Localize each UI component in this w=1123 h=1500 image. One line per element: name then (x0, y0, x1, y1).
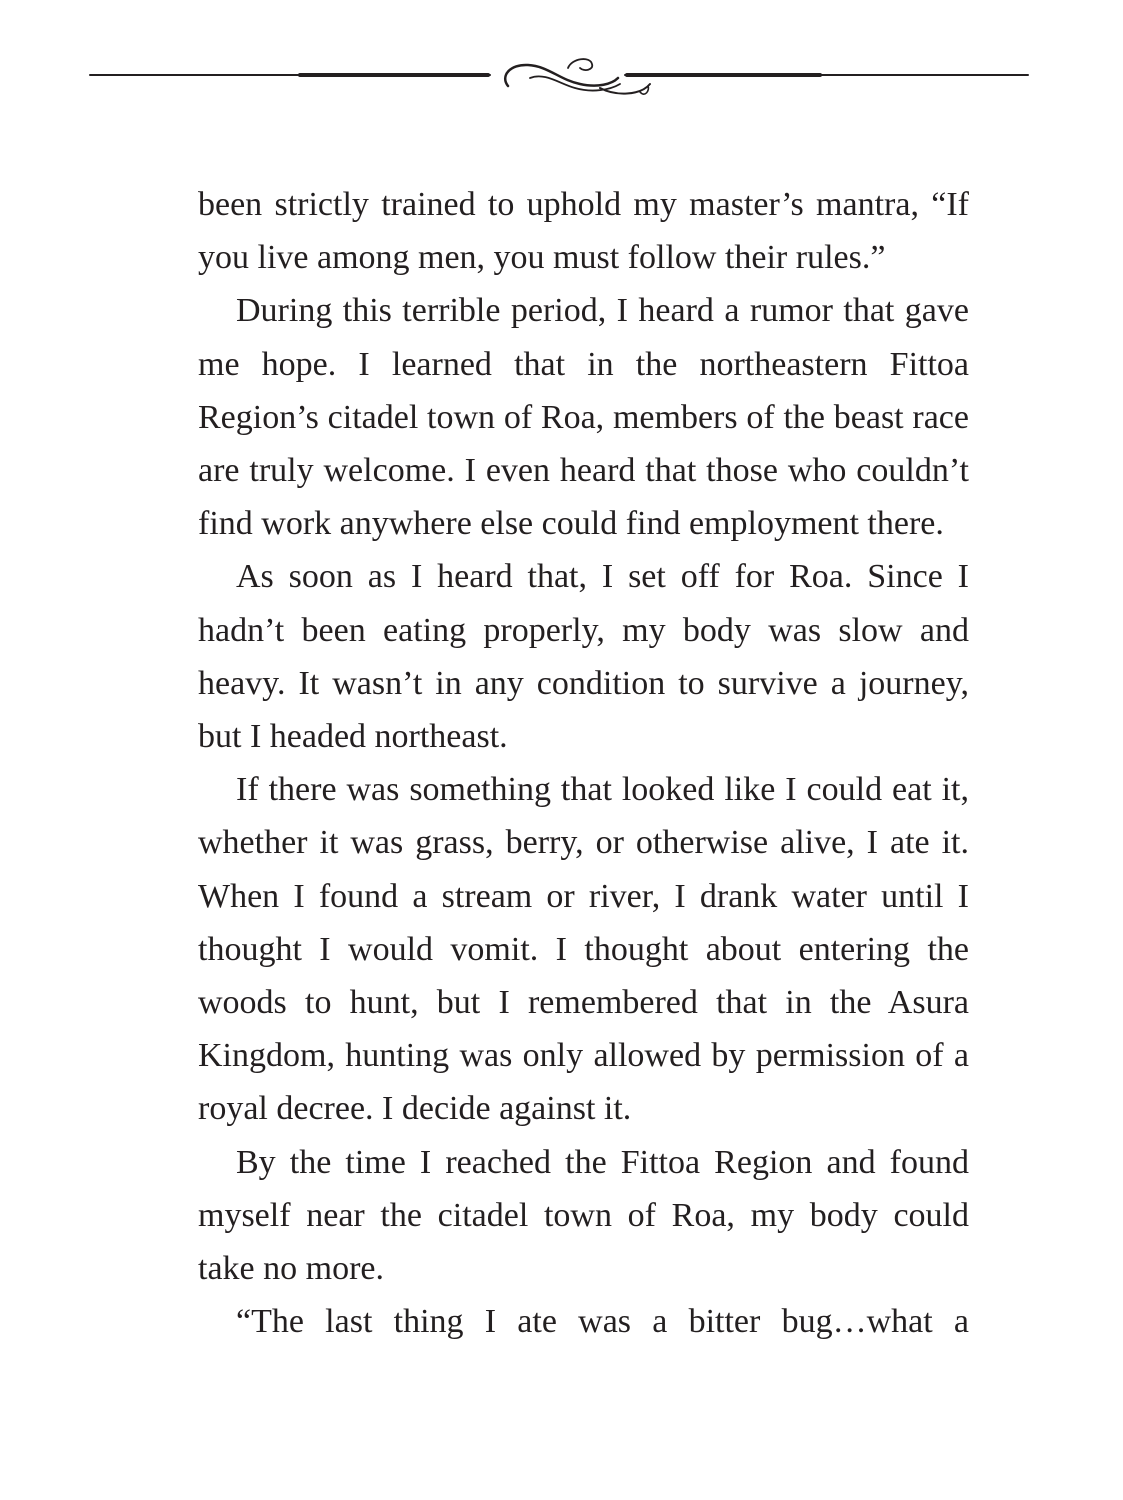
paragraph: By the time I reached the Fittoa Region and found myself near the citadel town of Roa, my body could take no more. (198, 1143, 969, 1288)
paragraph: been strictly trained to uphold my master’s mantra, “If you live among men, you must follow their rules.” (198, 186, 969, 277)
header-flourish-ornament (0, 40, 1123, 120)
ornament-swirl-top (568, 59, 592, 70)
paragraph: During this terrible period, I heard a rumor that gave me hope. I learned that in the northeastern Fittoa Region’s citadel town of Roa, members of the beast race are truly welcome. I even heard that those who couldn’t find work anywhere else could find employment there. (198, 292, 969, 543)
paragraph: If there was something that looked like I could eat it, whether it was grass, berry, or otherwise alive, I ate it. When I found a stream or river, I drank water until I thought I would vomit. I thought about entering the woods to hunt, but I remembered that in the Asura Kingdom, hunting was only allowed by permission of a royal decree. I decide against it. (198, 771, 969, 1128)
paragraph: As soon as I heard that, I set off for Roa. Since I hadn’t been eating properly, my body was slow and heavy. It wasn’t in any condition to survive a journey, but I headed northeast. (198, 558, 969, 756)
paragraph: “The last thing I ate was a bitter bug…what a (236, 1303, 969, 1341)
page-text (198, 178, 969, 1348)
